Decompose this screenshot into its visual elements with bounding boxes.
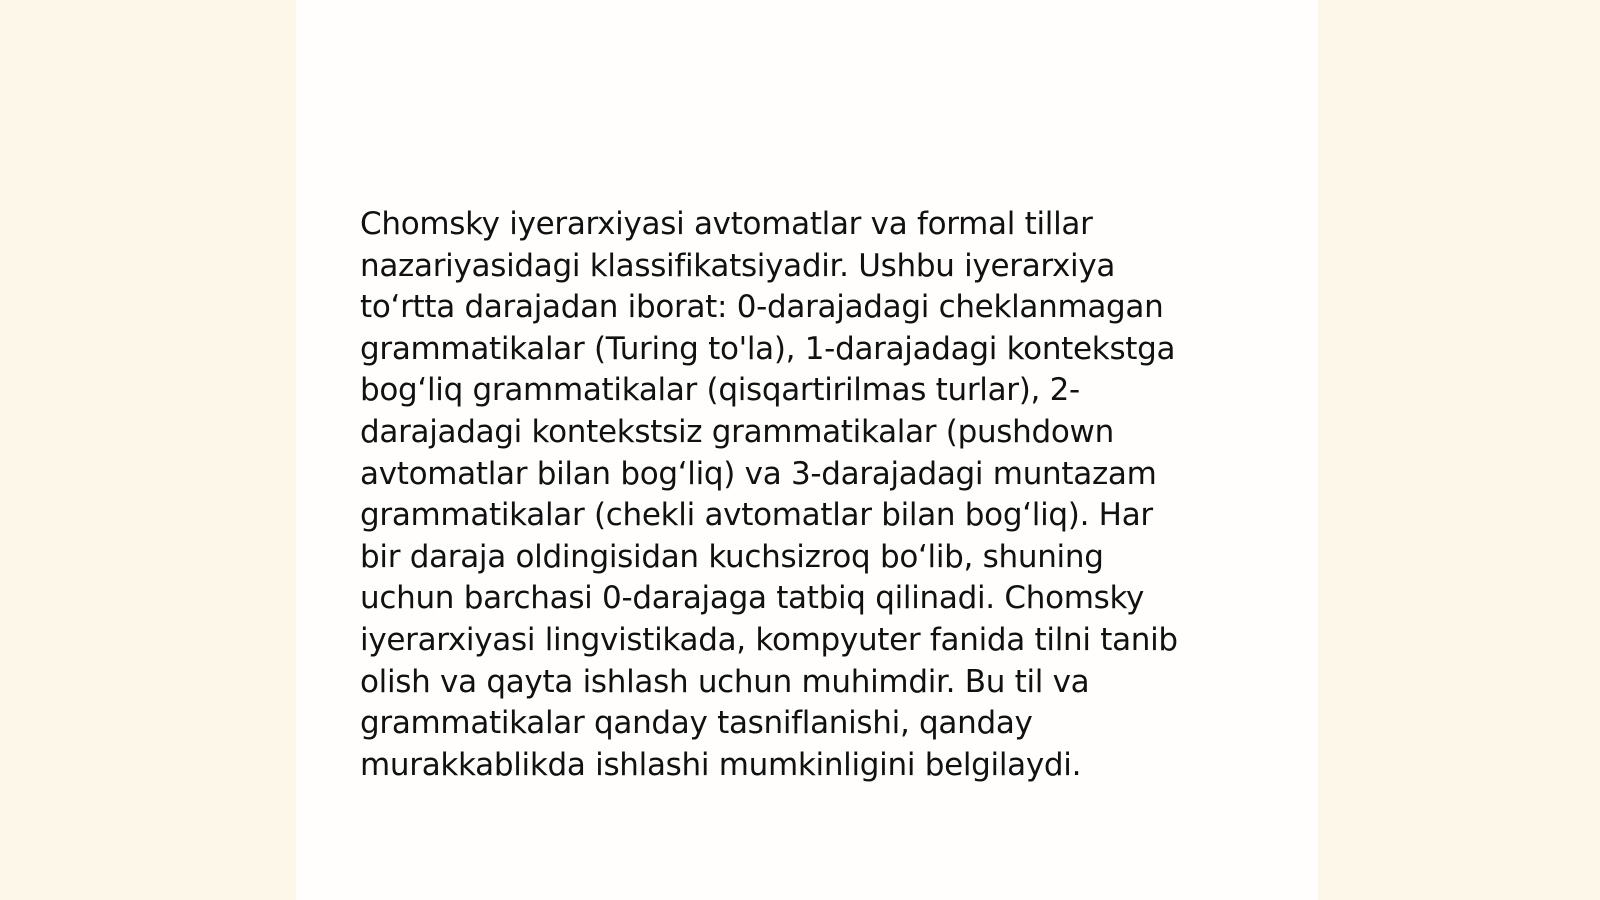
text-line: grammatikalar (chekli avtomatlar bilan bog‘liq). Har (360, 497, 1153, 534)
text-line: iyerarxiyasi lingvistikada, kompyuter fanida tilni tanib (360, 621, 1178, 658)
text-line: grammatikalar (Turing to'la), 1-darajadagi kontekstga (360, 330, 1176, 367)
text-line: to‘rtta darajadan iborat: 0-darajadagi cheklanmagan (360, 289, 1164, 326)
text-line: grammatikalar qanday tasniflanishi, qanday (360, 705, 1033, 742)
body-paragraph (360, 204, 1240, 786)
text-line: murakkablikda ishlashi mumkinligini belgilaydi. (360, 746, 1082, 783)
slide (296, 0, 1318, 900)
text-line: nazariyasidagi klassifikatsiyadir. Ushbu iyerarxiya (360, 247, 1116, 284)
text-line: bog‘liq grammatikalar (qisqartirilmas turlar), 2- (360, 372, 1080, 409)
text-line: Chomsky iyerarxiyasi avtomatlar va formal tillar (360, 206, 1093, 242)
text-line: olish va qayta ishlash uchun muhimdir. Bu til va (360, 663, 1090, 700)
text-line: uchun barchasi 0-darajaga tatbiq qilinadi. Chomsky (360, 580, 1145, 617)
text-line: bir daraja oldingisidan kuchsizroq bo‘lib, shuning (360, 538, 1104, 575)
text-line: avtomatlar bilan bog‘liq) va 3-darajadagi muntazam (360, 455, 1157, 492)
text-line: darajadagi kontekstsiz grammatikalar (pushdown (360, 413, 1114, 450)
